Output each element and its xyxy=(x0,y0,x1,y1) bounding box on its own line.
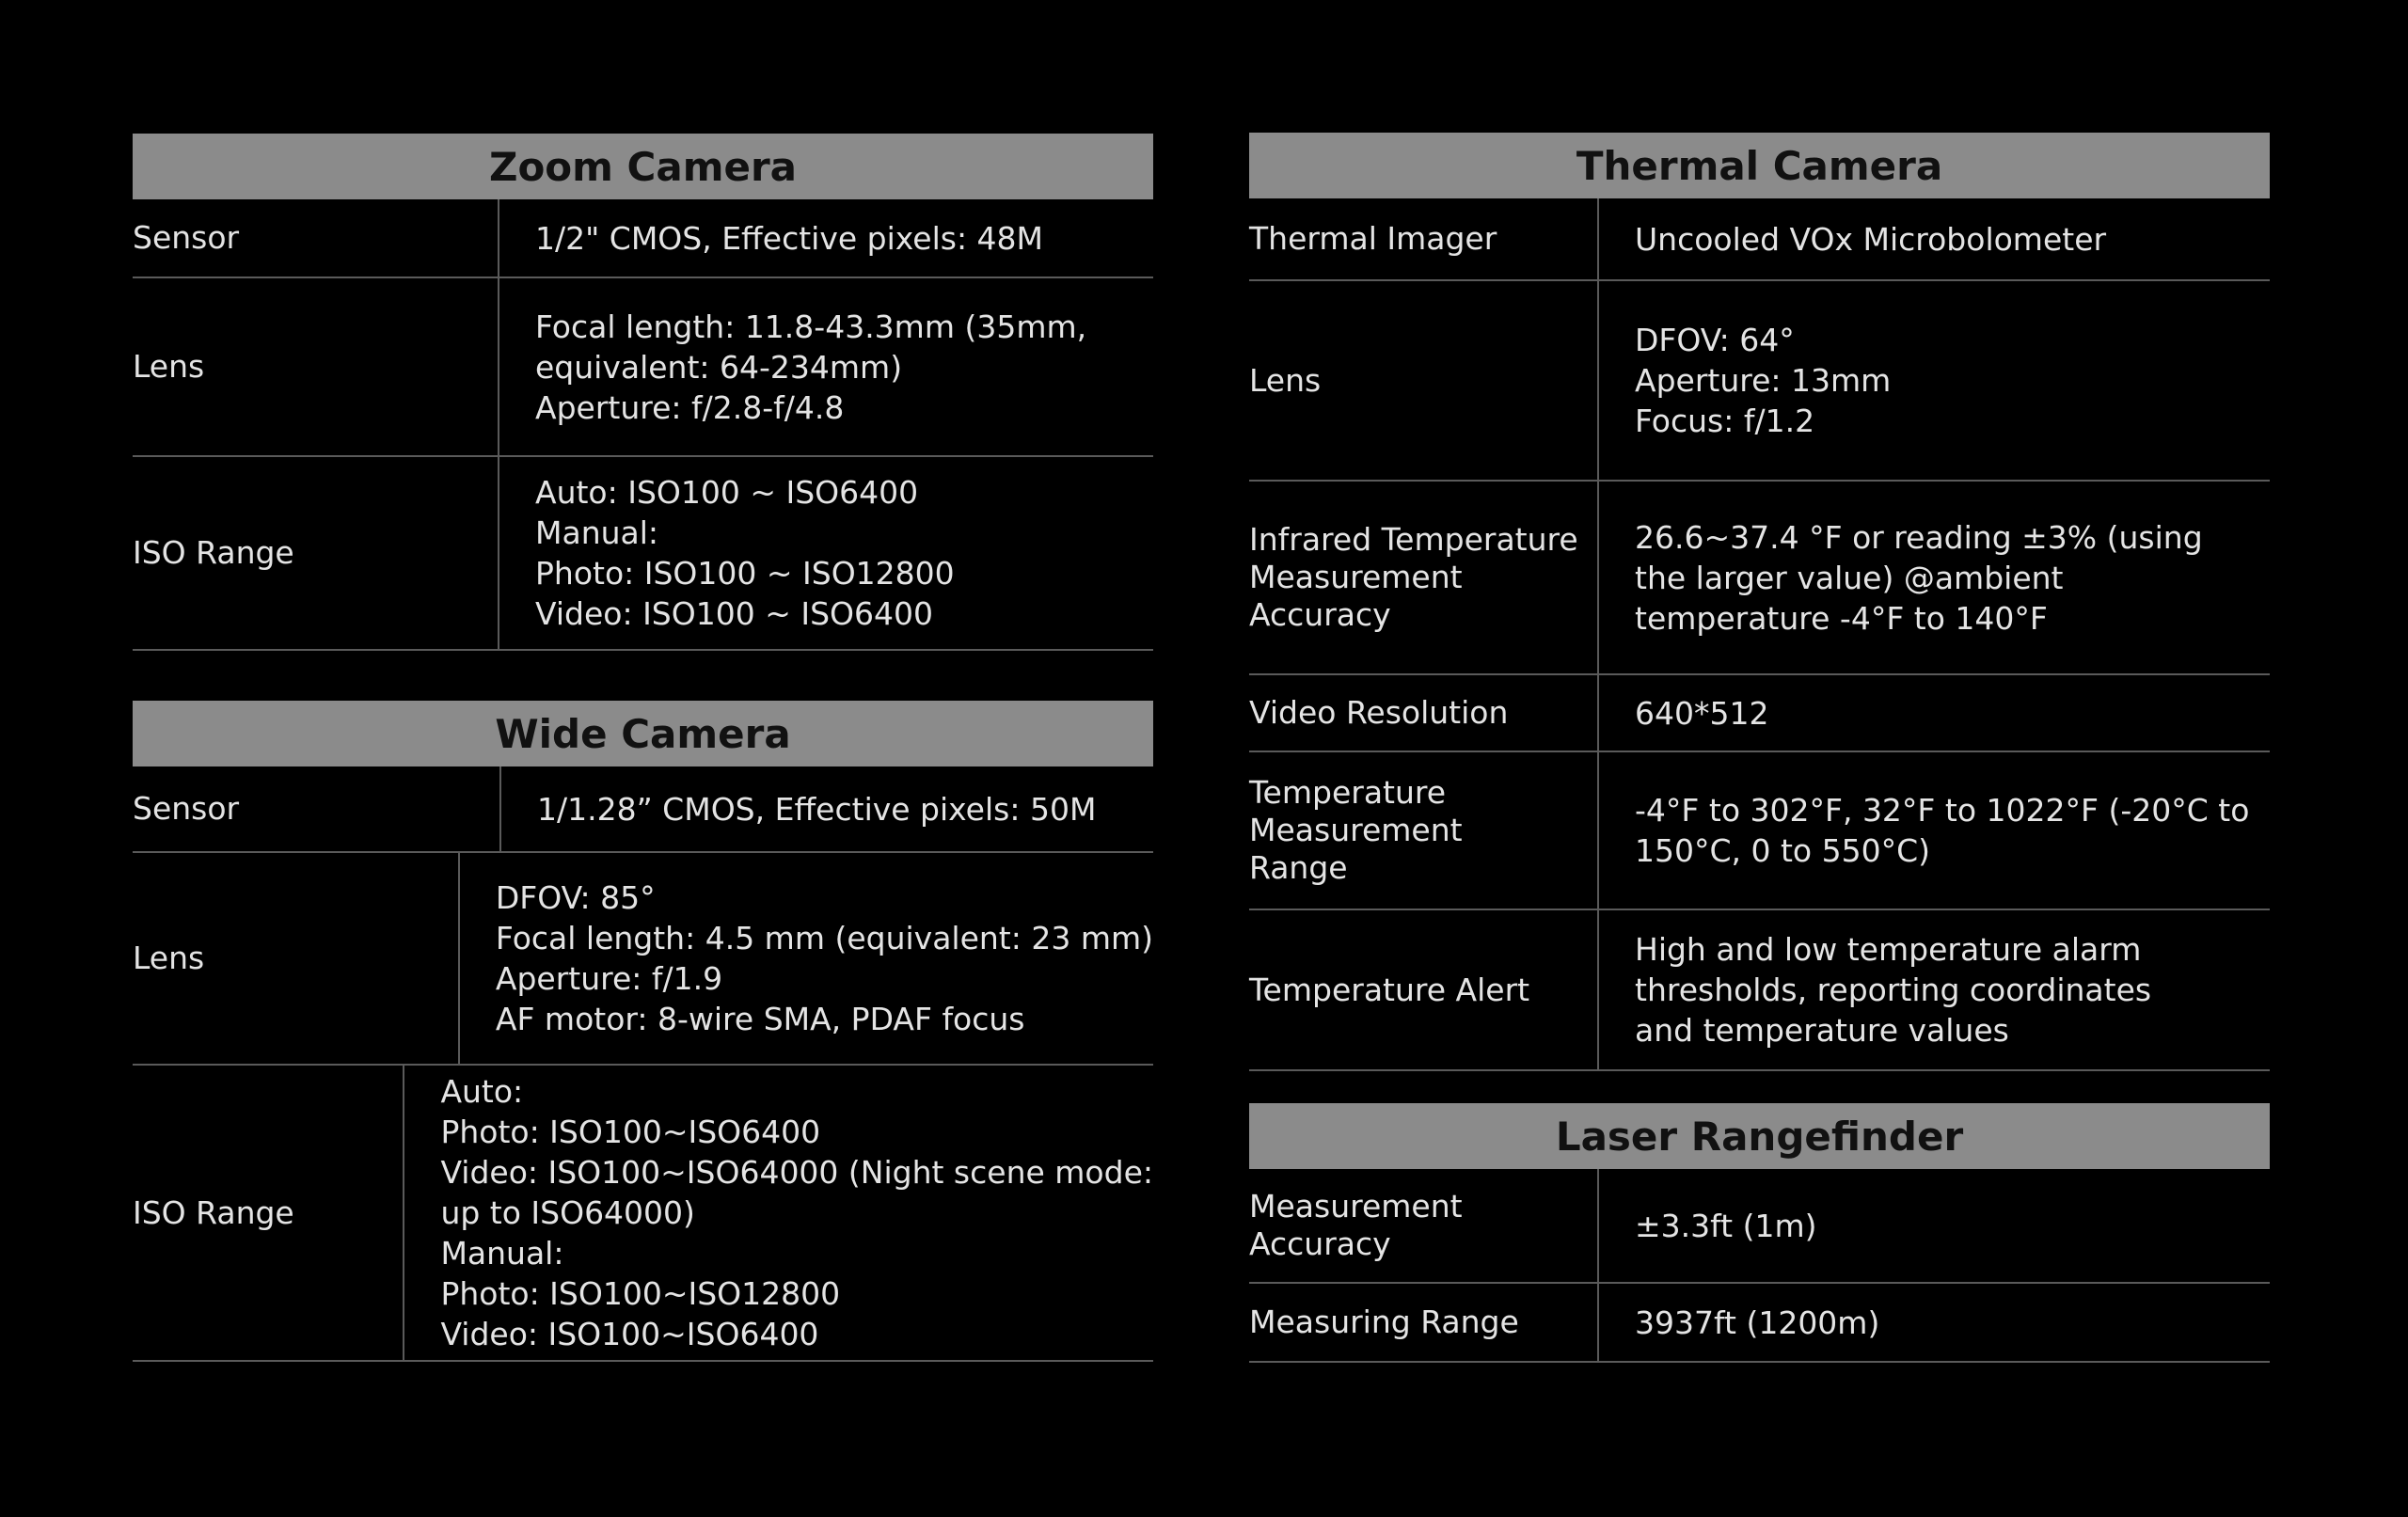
spec-value-line: Manual: xyxy=(535,514,659,551)
wide-camera-table xyxy=(133,701,1153,1362)
spec-value-line: High and low temperature alarm xyxy=(1635,931,2142,968)
spec-row xyxy=(133,766,1153,853)
spec-row xyxy=(133,1066,1153,1362)
spec-label-text: Lens xyxy=(133,348,205,385)
spec-value-line: DFOV: 85° xyxy=(495,879,656,916)
spec-value xyxy=(499,199,1043,277)
spec-row xyxy=(1249,910,2270,1071)
spec-label-text: Lens xyxy=(1249,361,1322,399)
spec-value xyxy=(1599,1169,1817,1282)
spec-value-line: Focus: f/1.2 xyxy=(1635,403,1815,439)
spec-value-line: Photo: ISO100~ISO12800 xyxy=(440,1275,841,1312)
spec-value xyxy=(1599,281,1891,480)
spec-value-line: Focal length: 11.8-43.3mm (35mm, xyxy=(535,308,1087,345)
spec-row xyxy=(1249,1169,2270,1284)
spec-row xyxy=(133,278,1153,457)
spec-label-text: Temperature Measurement Range xyxy=(1249,774,1463,886)
spec-value-line: Video: ISO100 ~ ISO6400 xyxy=(535,595,933,632)
spec-row xyxy=(1249,482,2270,675)
spec-row xyxy=(1249,752,2270,910)
spec-label-text: Temperature Alert xyxy=(1249,971,1530,1008)
spec-value-line: Auto: ISO100 ~ ISO6400 xyxy=(535,474,919,511)
spec-row xyxy=(1249,1284,2270,1363)
spec-value xyxy=(460,853,1153,1064)
thermal-camera-title: Thermal Camera xyxy=(1249,133,2270,198)
spec-label-text: Measuring Range xyxy=(1249,1304,1519,1340)
spec-label-text: Lens xyxy=(133,940,205,976)
zoom-camera-table xyxy=(133,134,1153,651)
spec-label xyxy=(1249,281,1599,480)
spec-label xyxy=(133,1066,404,1360)
spec-label xyxy=(133,278,499,455)
spec-value xyxy=(1599,198,2106,279)
spec-value-line: AF motor: 8-wire SMA, PDAF focus xyxy=(495,1001,1025,1037)
spec-value-line: Aperture: 13mm xyxy=(1635,362,1892,399)
spec-value-line: Auto: xyxy=(440,1073,524,1110)
spec-value xyxy=(404,1066,1153,1360)
spec-label xyxy=(1249,198,1599,279)
spec-label xyxy=(1249,910,1599,1069)
laser-rangefinder-title: Laser Rangefinder xyxy=(1249,1103,2270,1169)
spec-value xyxy=(1599,675,1768,751)
spec-label xyxy=(1249,482,1599,673)
spec-value xyxy=(1599,910,2151,1069)
spec-value-line: 26.6~37.4 °F or reading ±3% (using xyxy=(1635,518,2203,556)
spec-value-line: Photo: ISO100~ISO6400 xyxy=(440,1114,821,1150)
spec-value-line: 640*512 xyxy=(1635,694,1769,732)
spec-value-line: Video: ISO100~ISO64000 (Night scene mode: xyxy=(440,1154,1153,1191)
spec-label-text: Sensor xyxy=(133,790,240,827)
spec-value-line: Video: ISO100~ISO6400 xyxy=(440,1316,819,1352)
spec-value-line: Manual: xyxy=(440,1235,564,1272)
spec-value-line: and temperature values xyxy=(1635,1012,2009,1049)
spec-value xyxy=(1599,482,2203,673)
spec-row xyxy=(133,457,1153,651)
spec-row xyxy=(1249,675,2270,752)
spec-value-line: up to ISO64000) xyxy=(440,1194,695,1231)
spec-label-text: Thermal Imager xyxy=(1249,220,1497,257)
spec-label-text: ISO Range xyxy=(133,534,294,571)
thermal-camera-table xyxy=(1249,133,2270,1071)
spec-label-text: Video Resolution xyxy=(1249,694,1509,731)
spec-label-text: ISO Range xyxy=(133,1193,294,1231)
spec-label xyxy=(1249,752,1599,909)
wide-camera-title: Wide Camera xyxy=(133,701,1153,766)
spec-row xyxy=(1249,198,2270,281)
laser-rangefinder-table xyxy=(1249,1103,2270,1363)
spec-value-line: ±3.3ft (1m) xyxy=(1635,1207,1817,1244)
spec-value-line: the larger value) @ambient xyxy=(1635,559,2064,596)
spec-value-line: 1/1.28” CMOS, Effective pixels: 50M xyxy=(537,790,1097,828)
spec-value-line: Aperture: f/1.9 xyxy=(495,960,723,997)
spec-value-line: 3937ft (1200m) xyxy=(1635,1304,1880,1341)
spec-row xyxy=(133,199,1153,278)
spec-value xyxy=(1599,1284,1879,1361)
spec-value xyxy=(499,457,955,649)
spec-label xyxy=(133,457,499,649)
spec-value-line: equivalent: 64-234mm) xyxy=(535,348,903,386)
spec-value-line: DFOV: 64° xyxy=(1635,322,1795,358)
spec-value xyxy=(499,278,1086,455)
spec-label xyxy=(1249,675,1599,751)
spec-value-line: 150°C, 0 to 550°C) xyxy=(1635,832,1931,869)
spec-value-line: Aperture: f/2.8-f/4.8 xyxy=(535,388,845,426)
spec-row xyxy=(1249,281,2270,482)
spec-label xyxy=(133,766,501,851)
spec-value-line: Photo: ISO100 ~ ISO12800 xyxy=(535,555,955,592)
spec-label xyxy=(133,199,499,277)
spec-value-line: temperature -4°F to 140°F xyxy=(1635,599,2048,637)
spec-label-text: Sensor xyxy=(133,219,240,256)
spec-label-text: Infrared Temperature Measurement Accuracy xyxy=(1249,521,1578,633)
spec-value-line: Focal length: 4.5 mm (equivalent: 23 mm) xyxy=(495,920,1153,956)
spec-label xyxy=(1249,1169,1599,1282)
spec-value-line: Uncooled VOx Microbolometer xyxy=(1635,220,2107,258)
spec-label xyxy=(1249,1284,1599,1361)
spec-value xyxy=(501,766,1096,851)
spec-row xyxy=(133,853,1153,1066)
zoom-camera-title: Zoom Camera xyxy=(133,134,1153,199)
spec-value-line: -4°F to 302°F, 32°F to 1022°F (-20°C to xyxy=(1635,792,2250,829)
spec-value-line: 1/2" CMOS, Effective pixels: 48M xyxy=(535,219,1044,257)
spec-value-line: thresholds, reporting coordinates xyxy=(1635,972,2152,1008)
spec-label xyxy=(133,853,460,1064)
spec-label-text: Measurement Accuracy xyxy=(1249,1188,1463,1262)
spec-value xyxy=(1599,752,2249,909)
